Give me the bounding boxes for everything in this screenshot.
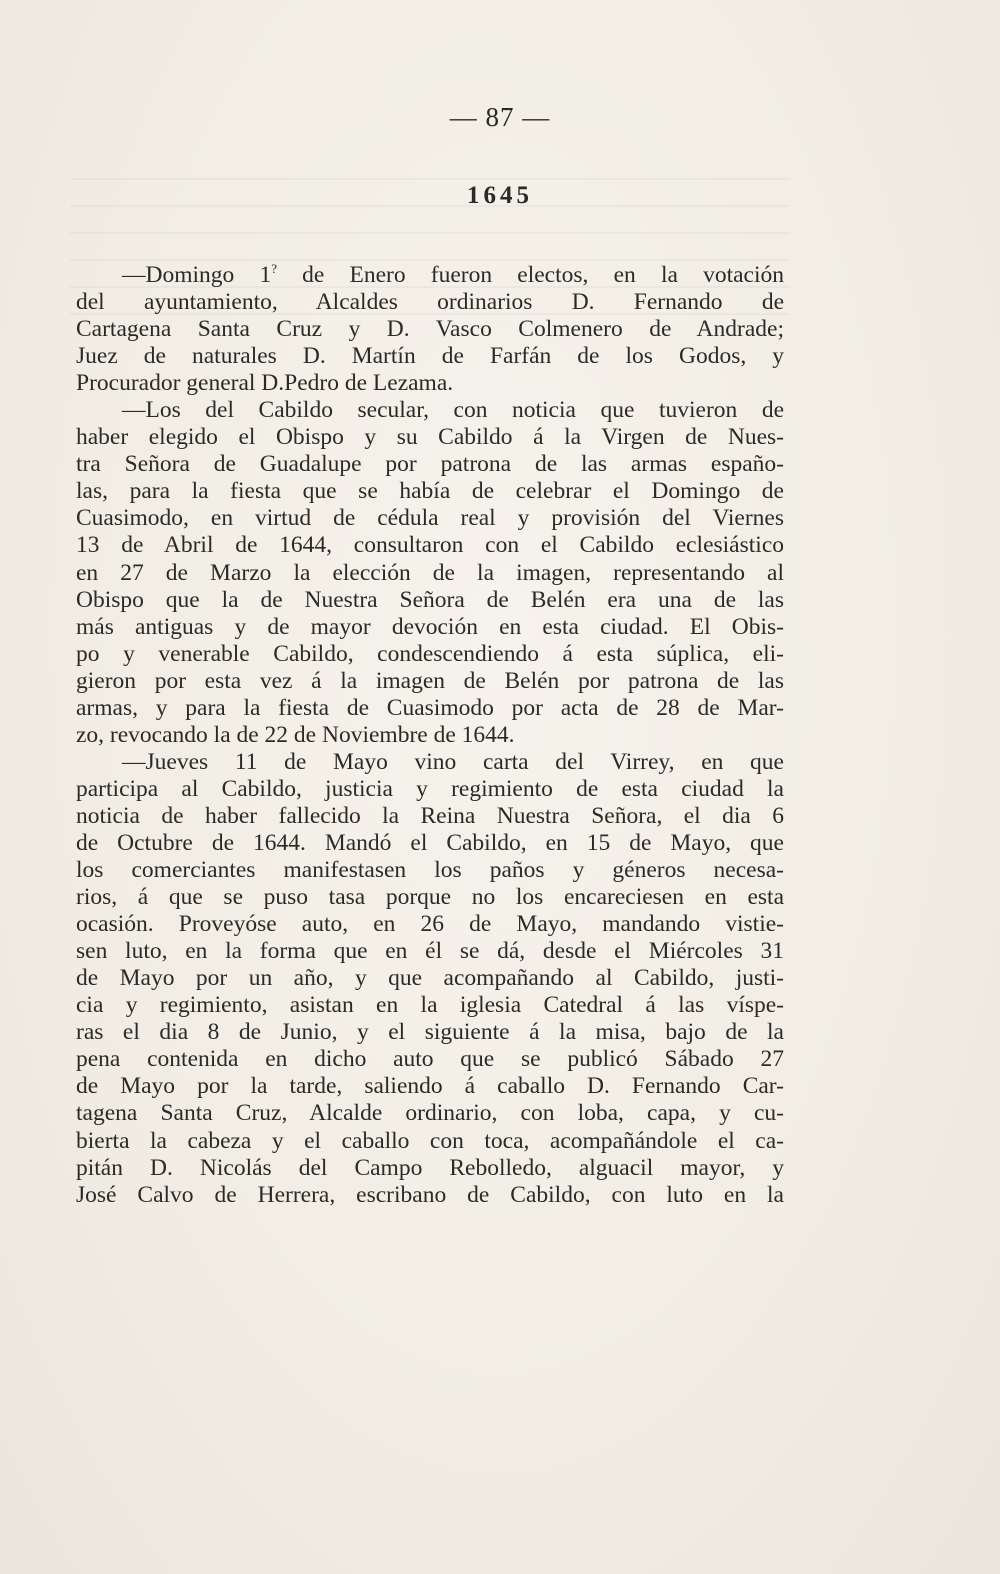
text-line: [76, 1100, 784, 1127]
text-line-content: —Los del Cabildo secular, con noticia que tuvieron de: [122, 397, 784, 424]
text-line: [76, 911, 784, 938]
text-line-content: tra Señora de Guadalupe por patrona de las armas españo-: [76, 451, 784, 478]
text-line-content: po y venerable Cabildo, condescendiendo á esta súplica, eli-: [76, 640, 784, 667]
text-line: [76, 451, 784, 478]
text-line: [76, 343, 784, 370]
text-line: [76, 992, 784, 1019]
text-line-content: 13 de Abril de 1644, consultaron con el Cabildo eclesiástico: [76, 532, 784, 559]
text-line: [76, 532, 784, 559]
text-line-content: zo, revocando la de 22 de Noviembre de 1644.: [76, 721, 515, 748]
text-line: [76, 316, 784, 343]
text-line-content: rios, á que se puso tasa porque no los encareciesen en esta: [76, 884, 784, 911]
text-line: [76, 370, 784, 397]
text-line: [76, 695, 784, 722]
text-line-content: más antiguas y de mayor devoción en esta ciudad. El Obis-: [76, 613, 784, 640]
text-line-content: pitán D. Nicolás del Campo Rebolledo, alguacil mayor, y: [76, 1154, 784, 1181]
text-line-content: José Calvo de Herrera, escribano de Cabildo, con luto en la: [76, 1181, 784, 1208]
text-line-content: bierta la cabeza y el caballo con toca, acompañándole el ca-: [76, 1127, 784, 1154]
text-line: [76, 397, 784, 424]
text-line-content: cia y regimiento, asistan en la iglesia Catedral á las víspe-: [76, 992, 784, 1019]
body-text: [76, 262, 784, 1209]
text-line: [76, 560, 784, 587]
text-line: [76, 749, 784, 776]
text-line: [76, 722, 784, 749]
text-line: [76, 884, 784, 911]
text-line-content: gieron por esta vez á la imagen de Belén por patrona de las: [76, 667, 784, 694]
text-line-content: Procurador general D.Pedro de Lezama.: [76, 370, 454, 397]
text-line: [76, 938, 784, 965]
text-line: [76, 1128, 784, 1155]
page-number: — 87 —: [449, 102, 551, 132]
text-line: [76, 668, 784, 695]
text-line-content: armas, y para la fiesta de Cuasimodo por acta de 28 de Mar-: [76, 694, 784, 721]
text-line: [76, 1046, 784, 1073]
text-line-content: Cartagena Santa Cruz y D. Vasco Colmenero de Andrade;: [76, 316, 784, 343]
text-line: [76, 587, 784, 614]
text-line-content: noticia de haber fallecido la Reina Nuestra Señora, el dia 6: [76, 802, 784, 829]
text-line-content: —Domingo 1: [122, 262, 272, 288]
section-year-heading: 1645: [467, 182, 533, 209]
text-line-content: Juez de naturales D. Martín de Farfán de los Godos, y: [76, 343, 784, 370]
text-line: [76, 614, 784, 641]
text-line-content: de Mayo por la tarde, saliendo á caballo D. Fernando Car-: [76, 1073, 784, 1100]
text-line: [76, 289, 784, 316]
text-line: [76, 857, 784, 884]
text-line: [76, 803, 784, 830]
text-line-content: ras el dia 8 de Junio, y el siguiente á la misa, bajo de la: [76, 1019, 784, 1046]
text-line: [76, 1073, 784, 1100]
ordinal-superscript: ?: [271, 261, 277, 277]
text-line-content: los comerciantes manifestasen los paños y géneros necesa-: [76, 857, 784, 884]
text-line: [76, 505, 784, 532]
text-line-content: participa al Cabildo, justicia y regimiento de esta ciudad la: [76, 775, 784, 802]
text-line-content: Obispo que la de Nuestra Señora de Belén era una de las: [76, 586, 784, 613]
text-line: [76, 1019, 784, 1046]
text-line-content: Cuasimodo, en virtud de cédula real y provisión del Viernes: [76, 505, 784, 532]
text-line: [76, 424, 784, 451]
text-line-content: del ayuntamiento, Alcaldes ordinarios D. Fernando de: [76, 289, 784, 316]
text-line-content: —Jueves 11 de Mayo vino carta del Virrey, en que: [122, 748, 784, 775]
text-line: [76, 1155, 784, 1182]
text-line-content: en 27 de Marzo la elección de la imagen, representando al: [76, 559, 784, 586]
text-line: [76, 478, 784, 505]
text-line-content: ocasión. Proveyóse auto, en 26 de Mayo, mandando vistie-: [76, 911, 784, 938]
text-line-content: pena contenida en dicho auto que se publicó Sábado 27: [76, 1046, 784, 1073]
text-line: [76, 1182, 784, 1209]
text-line-content: de Mayo por un año, y que acompañando al Cabildo, justi-: [76, 965, 784, 992]
text-line: [76, 262, 784, 289]
text-line: [76, 776, 784, 803]
text-line-content: tagena Santa Cruz, Alcalde ordinario, con loba, capa, y cu-: [76, 1100, 784, 1127]
text-line-content: sen luto, en la forma que en él se dá, desde el Miércoles 31: [76, 938, 784, 965]
text-line: [76, 641, 784, 668]
text-line: [76, 830, 784, 857]
text-line-content: de Octubre de 1644. Mandó el Cabildo, en 15 de Mayo, que: [76, 829, 784, 856]
text-line-content: las, para la fiesta que se había de celebrar el Domingo de: [76, 478, 784, 505]
text-line-continuation: de Enero fueron electos, en la votación: [276, 262, 784, 288]
text-line: [76, 965, 784, 992]
text-line-content: haber elegido el Obispo y su Cabildo á la Virgen de Nues-: [76, 424, 784, 451]
